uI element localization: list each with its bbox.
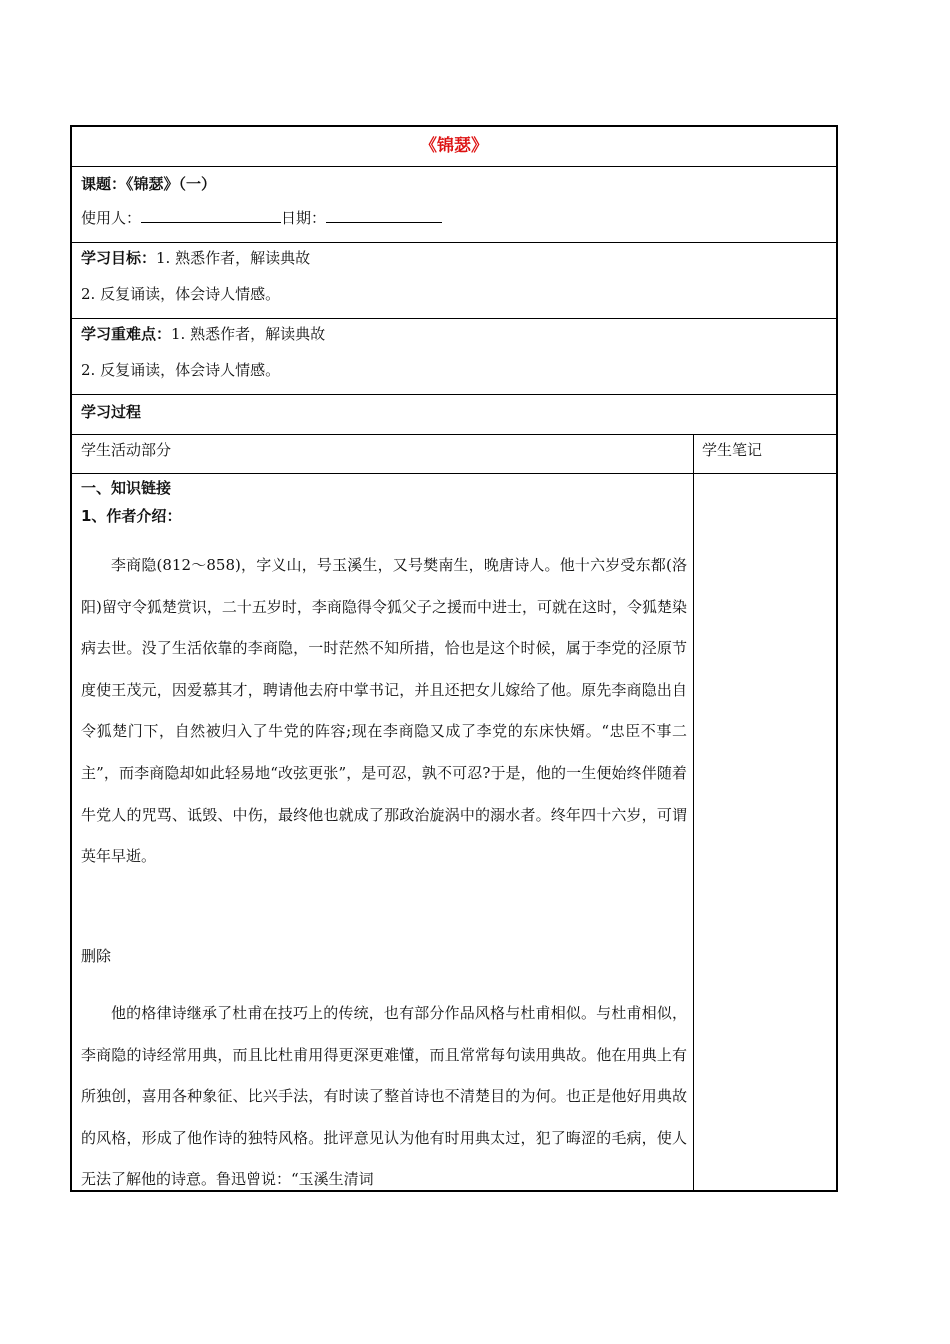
- key-points-item-1: 1. 熟悉作者，解读典故: [171, 325, 326, 343]
- deleted-note: 删除: [81, 947, 112, 965]
- author-bio-paragraph: 李商隐(812～858)，字义山，号玉溪生，又号樊南生，晚唐诗人。他十六岁受东都(洛阳)留守令狐楚赏识，二十五岁时，李商隐得令狐父子之援而中进士，可就在这时，令狐楚染病去世。没了生活依靠的李商隐，一时茫然不知所措，恰也是这个时候，属于李党的泾原节度使王茂元，因爱慕其才，聘请他去府中掌书记，并且还把女儿嫁给了他。原先李商隐出自令狐楚门下，自然被归入了牛党的阵容;现在李商隐又成了李党的东床快婿。“忠臣不事二主”，而李商隐却如此轻易地“改弦更张”，是可忍，孰不可忍?于是，他的一生便始终伴随着牛党人的咒骂、诋毁、中伤，最终他也就成了那政治旋涡中的溺水者。终年四十六岁，可谓英年早逝。: [81, 556, 687, 866]
- lesson-row: [72, 167, 836, 243]
- process-heading: 学习过程: [81, 403, 142, 421]
- lesson-label: 课题：: [81, 175, 127, 193]
- user-label: 使用人：: [81, 209, 142, 227]
- process-row: [72, 395, 836, 435]
- lesson-line: [81, 173, 216, 194]
- key-points-line-1: [81, 323, 325, 344]
- goals-item-2: 2. 反复诵读，体会诗人情感。: [81, 285, 281, 303]
- goals-row: [72, 243, 836, 319]
- author-bio: [81, 545, 687, 878]
- title-row: [72, 127, 836, 167]
- lesson-value: 《锦瑟》（一）: [126, 175, 217, 193]
- user-date-line: [81, 207, 442, 228]
- key-points-item-2: 2. 反复诵读，体会诗人情感。: [81, 361, 281, 379]
- style-paragraph: 他的格律诗继承了杜甫在技巧上的传统，也有部分作品风格与杜甫相似。与杜甫相似，李商隐的诗经常用典，而且比杜甫用得更深更难懂，而且常常每句读用典故。他在用典上有所独创，喜用各种象征、比兴手法，有时读了整首诗也不清楚目的为何。也正是他好用典故的风格，形成了他作诗的独特风格。批评意见认为他有时用典太过，犯了晦涩的毛病，使人无法了解他的诗意。鲁迅曾说：“玉溪生清词: [81, 1004, 687, 1189]
- activity-header: 学生活动部分: [81, 441, 172, 459]
- goals-item-1: 1. 熟悉作者，解读典故: [156, 249, 311, 267]
- author-intro-heading: 1、作者介绍：: [81, 507, 182, 525]
- goals-label: 学习目标：: [81, 249, 157, 267]
- date-blank[interactable]: [326, 208, 442, 223]
- document-title: 《锦瑟》: [420, 136, 488, 156]
- section-heading: 一、知识链接: [81, 479, 172, 497]
- column-divider: [693, 435, 694, 1190]
- style-description: [81, 993, 687, 1201]
- user-blank[interactable]: [141, 208, 281, 223]
- goals-line-1: [81, 247, 310, 268]
- worksheet-table: [70, 125, 838, 1192]
- notes-header: 学生笔记: [702, 441, 763, 459]
- date-label: 日期：: [281, 209, 327, 227]
- key-points-label: 学习重难点：: [81, 325, 172, 343]
- key-points-row: [72, 319, 836, 395]
